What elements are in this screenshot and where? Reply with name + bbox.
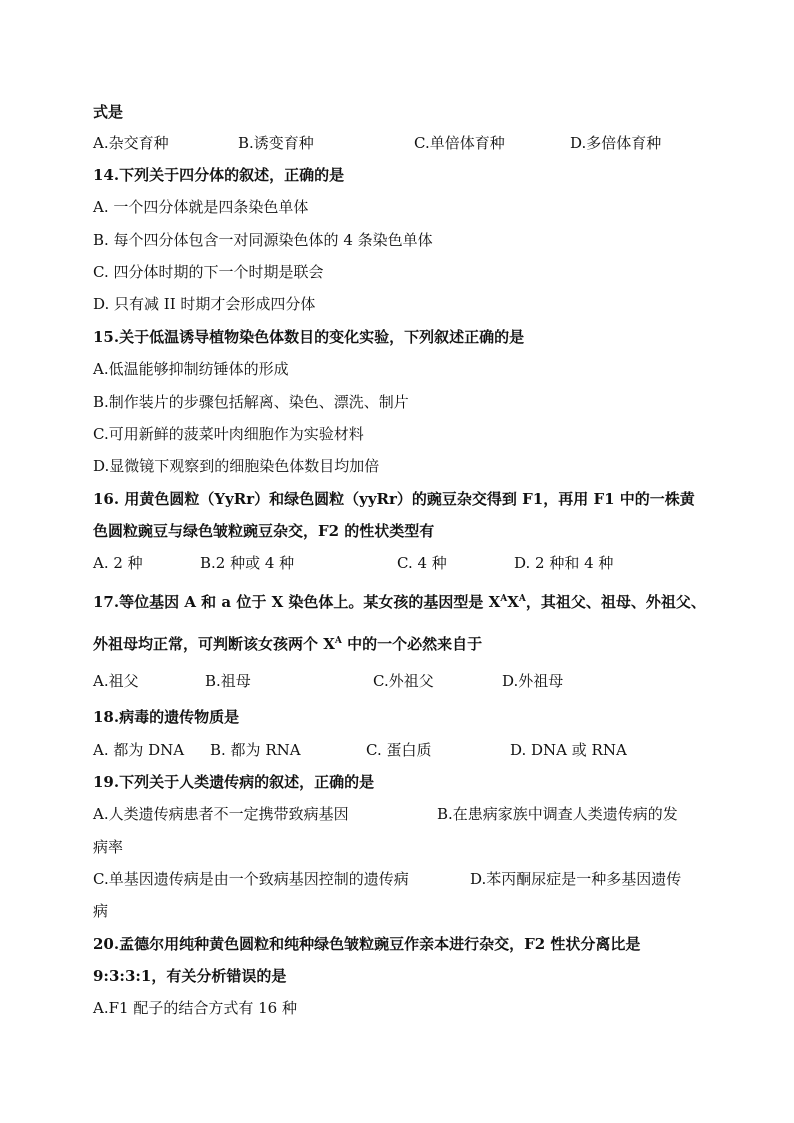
option-b[interactable]: B.在患病家族中调查人类遗传病的发 <box>437 805 678 823</box>
option-b[interactable]: B. 都为 RNA <box>210 741 301 759</box>
option-c[interactable]: C. 四分体时期的下一个时期是联会 <box>93 263 324 281</box>
option-c[interactable]: C.单基因遗传病是由一个致病基因控制的遗传病 <box>93 870 409 888</box>
question-17-cont <box>93 633 482 655</box>
question-16: 16. 用黄色圆粒（YyRr）和绿色圆粒（yyRr）的豌豆杂交得到 F1，再用 F1 中的一株黄 <box>93 490 695 508</box>
option-a[interactable]: A.人类遗传病患者不一定携带致病基因 <box>93 805 349 823</box>
option-d[interactable]: D. 只有减 II 时期才会形成四分体 <box>93 295 316 313</box>
option-d[interactable]: D. DNA 或 RNA <box>510 741 627 759</box>
question-17-x: X <box>507 593 519 611</box>
option-b[interactable]: B.2 种或 4 种 <box>200 554 295 572</box>
question-18: 18.病毒的遗传物质是 <box>93 708 240 726</box>
question-16-cont: 色圆粒豌豆与绿色皱粒豌豆杂交，F2 的性状类型有 <box>93 522 435 540</box>
option-a[interactable]: A.祖父 <box>93 672 139 690</box>
option-a[interactable]: A. 2 种 <box>93 554 143 572</box>
option-d[interactable]: D.多倍体育种 <box>570 134 662 152</box>
option-c[interactable]: C. 4 种 <box>397 554 447 572</box>
question-20: 20.孟德尔用纯种黄色圆粒和纯种绿色皱粒豌豆作亲本进行杂交，F2 性状分离比是 <box>93 935 641 953</box>
option-a[interactable]: A.F1 配子的结合方式有 16 种 <box>93 999 297 1017</box>
question-continuation: 式是 <box>93 103 124 121</box>
question-15: 15.关于低温诱导植物染色体数目的变化实验，下列叙述正确的是 <box>93 328 525 346</box>
question-19: 19.下列关于人类遗传病的叙述，正确的是 <box>93 773 375 791</box>
allele-superscript: A <box>500 594 508 604</box>
question-20-cont: 9:3:3:1，有关分析错误的是 <box>93 967 287 985</box>
option-a[interactable]: A. 一个四分体就是四条染色单体 <box>93 198 309 216</box>
option-c[interactable]: C.单倍体育种 <box>414 134 505 152</box>
allele-superscript: A <box>334 636 342 646</box>
option-b[interactable]: B.诱变育种 <box>238 134 314 152</box>
option-d[interactable]: D.外祖母 <box>502 672 564 690</box>
option-c[interactable]: C. 蛋白质 <box>366 741 432 759</box>
option-a[interactable]: A. 都为 DNA <box>93 741 185 759</box>
option-d[interactable]: D.苯丙酮尿症是一种多基因遗传 <box>470 870 682 888</box>
option-b-cont: 病率 <box>93 838 124 856</box>
option-d-cont: 病 <box>93 902 109 920</box>
option-d[interactable]: D. 2 种和 4 种 <box>514 554 614 572</box>
allele-superscript: A <box>518 594 526 604</box>
option-c[interactable]: C.可用新鲜的菠菜叶肉细胞作为实验材料 <box>93 425 364 443</box>
question-17-text-a: 17.等位基因 A 和 a 位于 X 染色体上。某女孩的基因型是 X <box>93 593 501 611</box>
question-17-cont-text-b: 中的一个必然来自于 <box>341 635 483 653</box>
option-b[interactable]: B.制作装片的步骤包括解离、染色、漂洗、制片 <box>93 393 409 411</box>
question-17 <box>93 591 706 613</box>
option-b[interactable]: B.祖母 <box>205 672 251 690</box>
option-d[interactable]: D.显微镜下观察到的细胞染色体数目均加倍 <box>93 457 380 475</box>
option-b[interactable]: B. 每个四分体包含一对同源染色体的 4 条染色单体 <box>93 231 433 249</box>
option-a[interactable]: A.低温能够抑制纺锤体的形成 <box>93 360 289 378</box>
question-17-cont-text-a: 外祖母均正常，可判断该女孩两个 X <box>93 635 335 653</box>
option-a[interactable]: A.杂交育种 <box>93 134 169 152</box>
option-c[interactable]: C.外祖父 <box>373 672 434 690</box>
question-17-text-b: ，其祖父、祖母、外祖父、 <box>525 593 706 611</box>
question-14: 14.下列关于四分体的叙述，正确的是 <box>93 166 345 184</box>
